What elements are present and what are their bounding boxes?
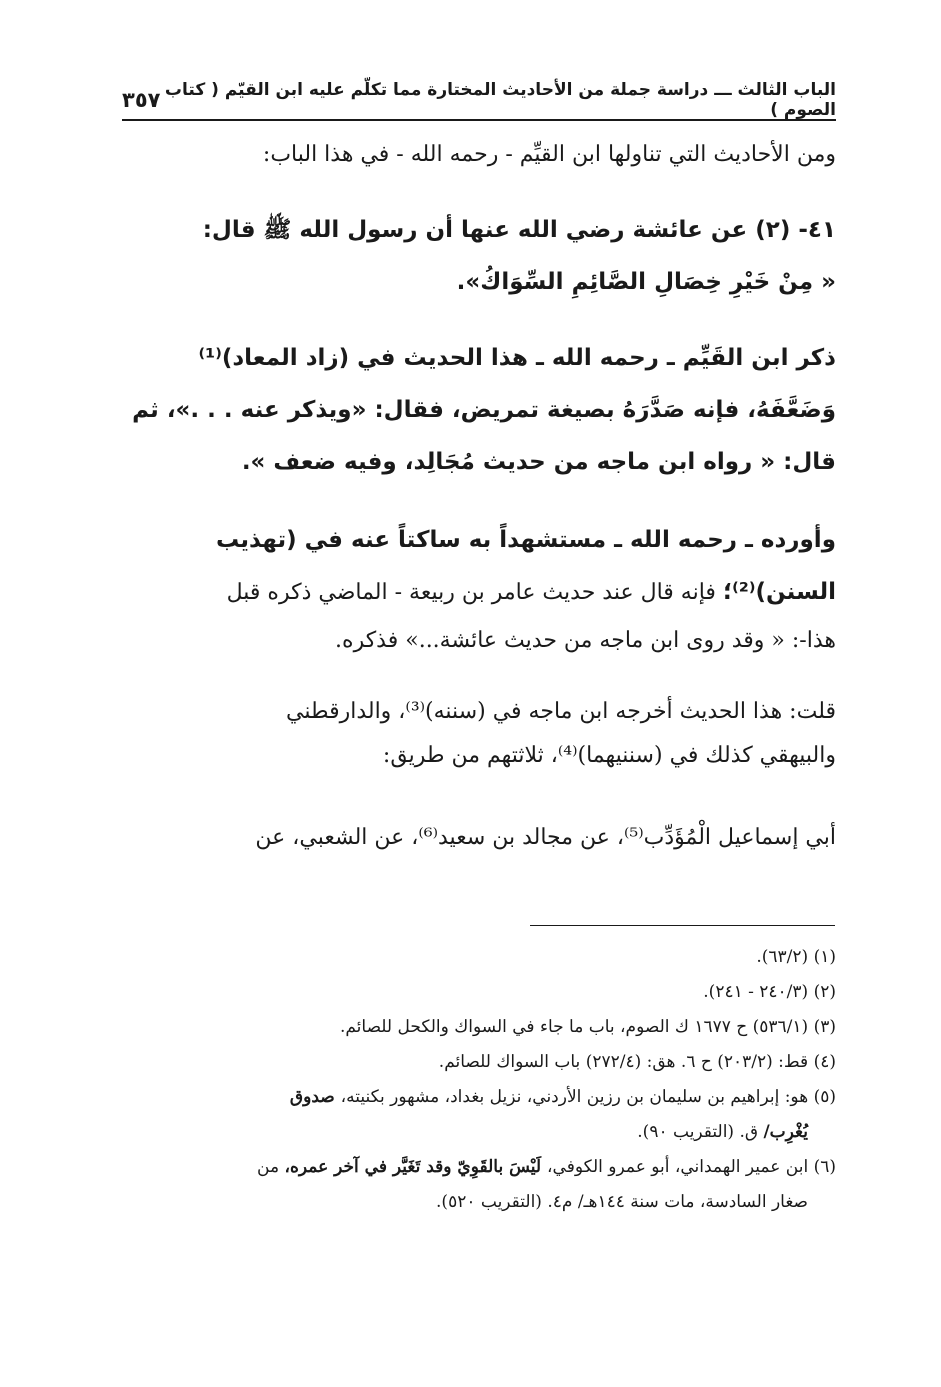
paragraph-1-line-1: ذكر ابن القَيِّم ـ رحمه الله ـ هذا الحديث في (زاد المعاد)⁽¹⁾ <box>198 345 836 371</box>
paragraph-3-line-1: قلت: هذا الحديث أخرجه ابن ماجه في (سننه)⁽³⁾، والدارقطني <box>286 699 836 724</box>
footnotes <box>122 940 836 1220</box>
paragraph-1-line-2: وَضَعَّفَهُ، فإنه صَدَّرَهُ بصيغة تمريض، فقال: «ويذكر عنه . . .»، ثم <box>132 397 836 423</box>
footnote-5-text: (٥) هو: إبراهيم بن سليمان بن رزين الأردني، نزيل بغداد، مشهور بكنيته، <box>340 1087 836 1107</box>
paragraph-2-line-2-bold: السنن)⁽²⁾؛ <box>722 579 836 605</box>
footnote-5-bold: صدوق <box>289 1087 341 1107</box>
paragraph-2-line-1: وأورده ـ رحمه الله ـ مستشهداً به ساكتاً عنه في (تهذيب <box>216 527 836 553</box>
paragraph-2-line-2-rest: فإنه قال عند حديث عامر بن ربيعة - الماضي ذكره قبل <box>226 580 723 605</box>
paragraph-3 <box>122 690 836 778</box>
footnote-rule <box>530 925 835 926</box>
footnote-5 <box>122 1080 836 1115</box>
running-title: الباب الثالث ـــ دراسة جملة من الأحاديث المختارة مما تكلّم عليه ابن القيّم ( كتاب الصوم ) <box>164 80 836 120</box>
footnote-1: (١) (٦٣/٢). <box>756 947 836 967</box>
paragraph-2-line-2 <box>122 566 836 619</box>
footnote-6 <box>122 1150 836 1185</box>
page-header <box>122 82 836 118</box>
paragraph-4-line-1: أبي إسماعيل الْمُؤَدِّب⁽⁵⁾، عن مجالد بن سعيد⁽⁶⁾، عن الشعبي، عن <box>255 825 836 850</box>
footnote-5-continuation <box>122 1115 836 1150</box>
hadith-block <box>122 204 836 308</box>
footnote-6-continuation: صغار السادسة، مات سنة ١٤٤هـ/ م٤. (التقريب ٥٢٠). <box>436 1192 808 1212</box>
page-number: ٣٥٧ <box>122 88 161 112</box>
footnote-6-text: (٦) ابن عمير الهمداني، أبو عمرو الكوفي، <box>547 1157 836 1177</box>
footnote-3: (٣) (٥٣٦/١) ح ١٦٧٧ ك الصوم، باب ما جاء في السواك والكحل للصائم. <box>339 1017 836 1037</box>
footnote-5-cont-bold: يُغْرِب/ <box>763 1122 808 1142</box>
hadith-line-1: ٤١- (٢) عن عائشة رضي الله عنها أن رسول الله ﷺ قال: <box>202 217 836 243</box>
paragraph-1-line-3: قال: « رواه ابن ماجه من حديث مُجَالِد، وفيه ضعف ». <box>241 449 836 475</box>
footnote-4: (٤) قط: (٢٠٣/٢) ح ٦. هق: (٢٧٢/٤) باب السواك للصائم. <box>438 1052 836 1072</box>
paragraph-2 <box>122 514 836 663</box>
footnote-6-bold: لَيْسَ بالقَوِيّ وقد تَغَيَّر في آخر عمره، <box>284 1157 548 1177</box>
paragraph-4 <box>122 816 836 860</box>
intro-line: ومن الأحاديث التي تناولها ابن القيِّم - رحمه الله - في هذا الباب: <box>262 142 836 167</box>
paragraph-1 <box>122 332 836 488</box>
paragraph-2-line-3: هذا-: « وقد روى ابن ماجه من حديث عائشة...» فذكره. <box>335 628 836 653</box>
footnote-6-end: من <box>257 1157 285 1177</box>
footnote-2: (٢) (٢٤٠/٣ - ٢٤١). <box>703 982 836 1002</box>
header-rule <box>122 119 836 121</box>
paragraph-3-line-2: والبيهقي كذلك في (سننيهما)⁽⁴⁾، ثلاثتهم من طريق: <box>382 743 836 768</box>
hadith-line-2: « مِنْ خَيْرِ خِصَالِ الصَّائِمِ السِّوَاكُ». <box>456 269 836 295</box>
footnote-5-cont-text: ق. (التقريب ٩٠). <box>637 1122 764 1142</box>
